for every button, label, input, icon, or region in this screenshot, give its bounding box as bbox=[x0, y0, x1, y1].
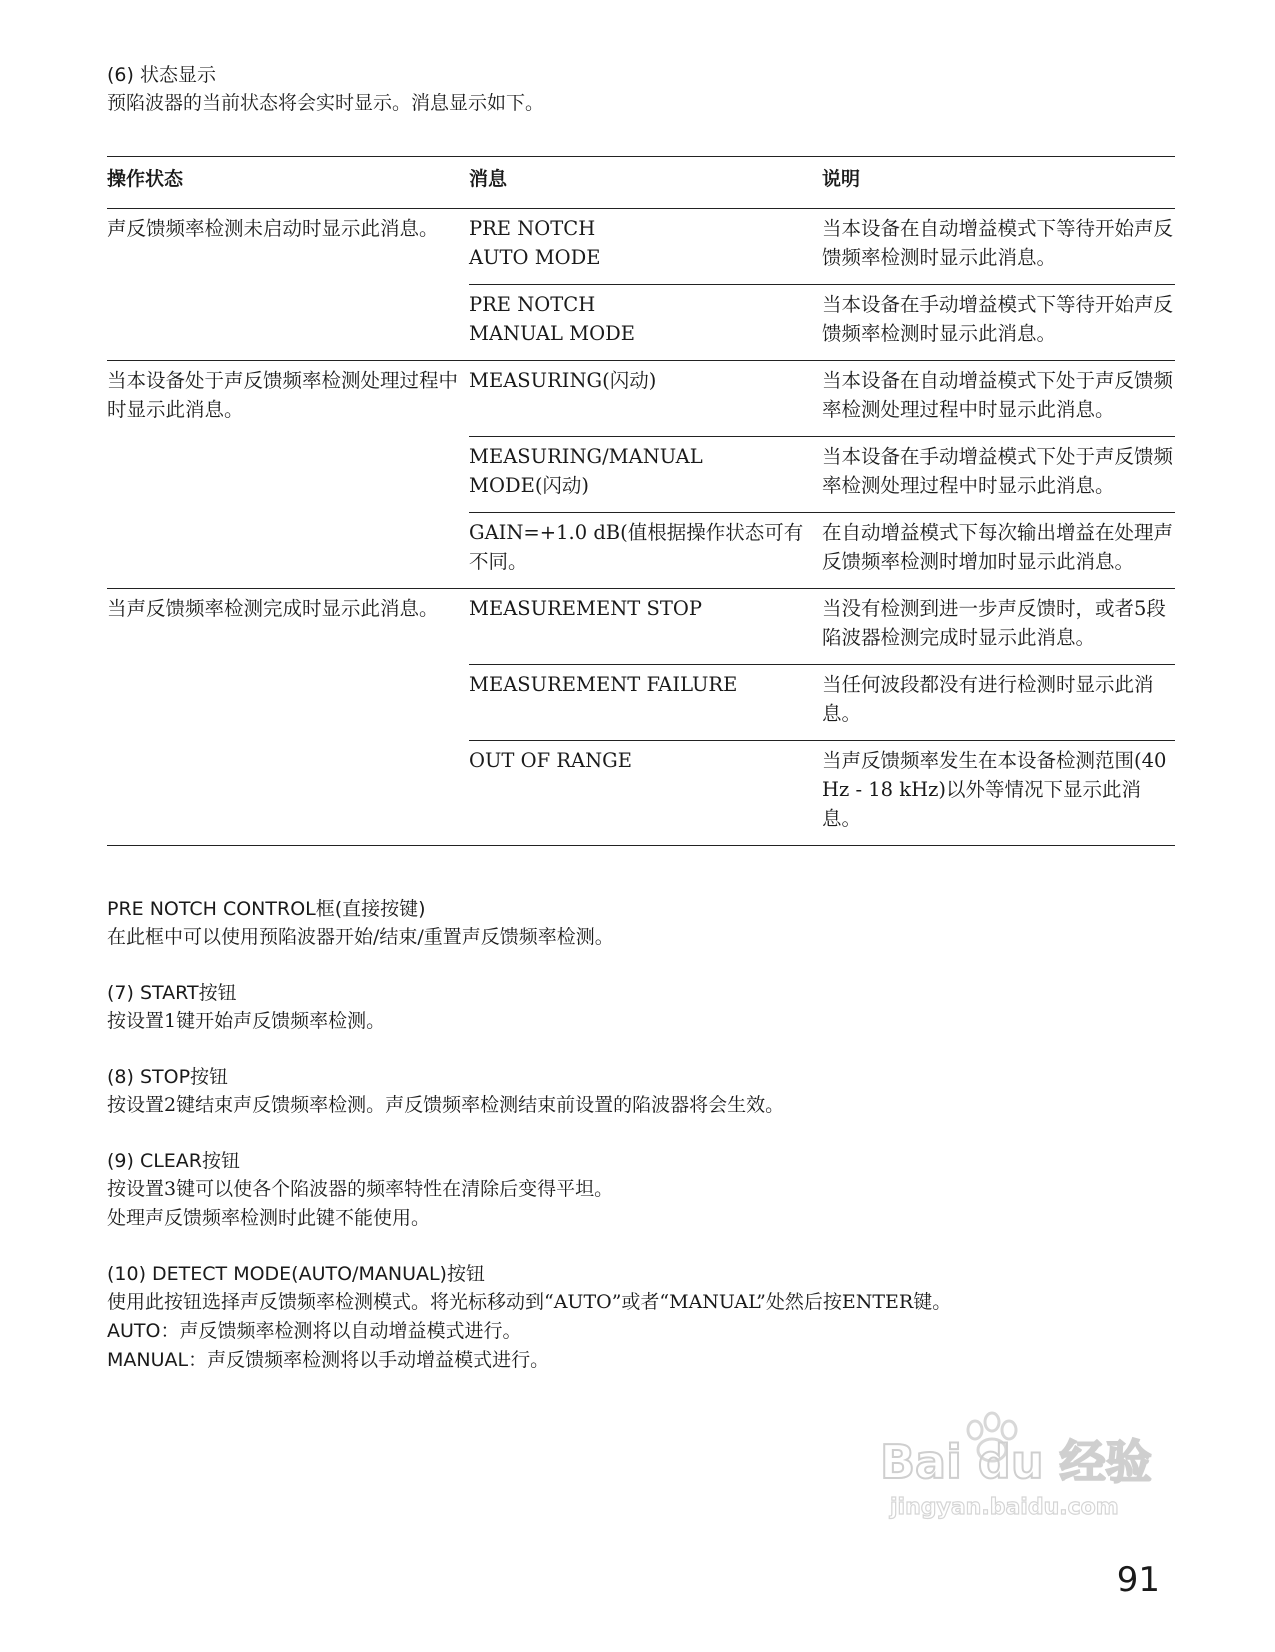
table-row bbox=[107, 589, 1175, 665]
detect-mode-auto bbox=[107, 1317, 1165, 1346]
message-cell: PRE NOTCH AUTO MODE bbox=[469, 217, 601, 269]
message-cell: MEASURING/MANUAL MODE(闪动) bbox=[469, 445, 703, 497]
clear-button-text-1: 按设置3键可以使各个陷波器的频率特性在清除后变得平坦。 bbox=[107, 1178, 614, 1200]
description-cell: 当本设备在手动增益模式下等待开始声反馈频率检测时显示此消息。 bbox=[822, 285, 1175, 361]
pre-notch-control-heading: PRE NOTCH CONTROL框(直接按键) bbox=[107, 898, 426, 920]
description-cell: 当本设备在手动增益模式下处于声反馈频率检测处理过程中时显示此消息。 bbox=[822, 437, 1175, 513]
detect-mode-text: 使用此按钮选择声反馈频率检测模式。将光标移动到“AUTO”或者“MANUAL”处然后按ENTER键。 bbox=[107, 1291, 952, 1313]
detect-mode-section bbox=[107, 1261, 1165, 1375]
message-cell: MEASUREMENT FAILURE bbox=[469, 673, 738, 696]
stop-button-text: 按设置2键结束声反馈频率检测。声反馈频率检测结束前设置的陷波器将会生效。 bbox=[107, 1094, 785, 1116]
start-button-text: 按设置1键开始声反馈频率检测。 bbox=[107, 1010, 386, 1032]
message-cell: GAIN=+1.0 dB(值根据操作状态可有不同。 bbox=[469, 521, 804, 573]
stop-button-heading: (8) STOP按钮 bbox=[107, 1066, 229, 1088]
watermark-url: jingyan.baidu.com bbox=[890, 1495, 1119, 1520]
status-intro: 预陷波器的当前状态将会实时显示。消息显示如下。 bbox=[107, 92, 545, 114]
manual-label: MANUAL bbox=[107, 1349, 189, 1371]
status-message-table bbox=[107, 156, 1175, 846]
clear-button-heading: (9) CLEAR按钮 bbox=[107, 1150, 241, 1172]
message-cell: MEASURING(闪动) bbox=[469, 369, 657, 392]
stop-button-section bbox=[107, 1064, 1165, 1120]
auto-label: AUTO bbox=[107, 1320, 161, 1342]
description-cell: 当声反馈频率发生在本设备检测范围(40 Hz - 18 kHz)以外等情况下显示此消息。 bbox=[822, 741, 1175, 846]
clear-button-text-2: 处理声反馈频率检测时此键不能使用。 bbox=[107, 1207, 431, 1229]
auto-text: ：声反馈频率检测将以自动增益模式进行。 bbox=[160, 1320, 522, 1342]
description-cell: 当本设备在自动增益模式下等待开始声反馈频率检测时显示此消息。 bbox=[822, 209, 1175, 285]
detect-mode-manual bbox=[107, 1346, 1165, 1375]
status-heading: (6) 状态显示 bbox=[107, 64, 216, 86]
status-display-section bbox=[107, 62, 1165, 118]
header-operation-state: 操作状态 bbox=[107, 157, 469, 209]
detect-mode-heading: (10) DETECT MODE(AUTO/MANUAL)按钮 bbox=[107, 1263, 485, 1285]
pre-notch-control-text: 在此框中可以使用预陷波器开始/结束/重置声反馈频率检测。 bbox=[107, 926, 614, 948]
table-row bbox=[107, 209, 1175, 285]
state-cell: 声反馈频率检测未启动时显示此消息。 bbox=[107, 209, 469, 361]
description-cell: 当没有检测到进一步声反馈时，或者5段陷波器检测完成时显示此消息。 bbox=[822, 589, 1175, 665]
start-button-heading: (7) START按钮 bbox=[107, 982, 237, 1004]
message-cell: PRE NOTCH MANUAL MODE bbox=[469, 293, 635, 345]
description-cell: 当本设备在自动增益模式下处于声反馈频率检测处理过程中时显示此消息。 bbox=[822, 361, 1175, 437]
start-button-section bbox=[107, 980, 1165, 1036]
header-description: 说明 bbox=[822, 157, 1175, 209]
description-cell: 在自动增益模式下每次输出增益在处理声反馈频率检测时增加时显示此消息。 bbox=[822, 513, 1175, 589]
description-cell: 当任何波段都没有进行检测时显示此消息。 bbox=[822, 665, 1175, 741]
state-cell: 当本设备处于声反馈频率检测处理过程中时显示此消息。 bbox=[107, 361, 469, 589]
header-message: 消息 bbox=[469, 157, 822, 209]
message-cell: MEASUREMENT STOP bbox=[469, 597, 702, 620]
baidu-paw-logo-icon bbox=[880, 1410, 1180, 1530]
table-row bbox=[107, 361, 1175, 437]
document-page bbox=[107, 62, 1174, 1375]
message-cell: OUT OF RANGE bbox=[469, 749, 632, 772]
state-cell: 当声反馈频率检测完成时显示此消息。 bbox=[107, 589, 469, 846]
baidu-watermark bbox=[880, 1410, 1180, 1530]
manual-text: ：声反馈频率检测将以手动增益模式进行。 bbox=[188, 1349, 550, 1371]
page-number: 91 bbox=[1116, 1560, 1160, 1600]
pre-notch-control-section bbox=[107, 896, 1165, 952]
clear-button-section bbox=[107, 1148, 1165, 1233]
watermark-brand: Bai du 经验 bbox=[880, 1435, 1152, 1489]
table-header-row bbox=[107, 157, 1175, 209]
